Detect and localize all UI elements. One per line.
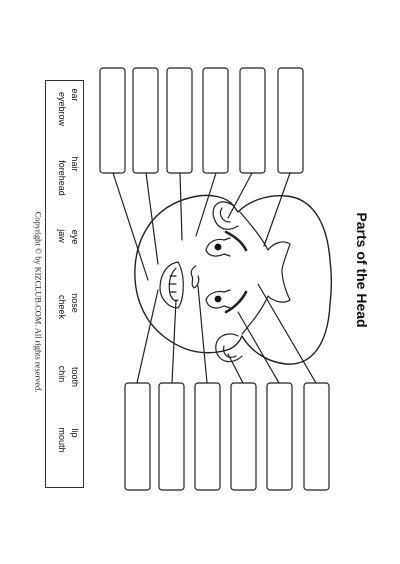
word-jaw: jaw — [57, 229, 67, 243]
word-forehead: forehead — [57, 160, 67, 196]
pointer-line-6 — [264, 173, 290, 246]
pupil-upper — [215, 244, 222, 251]
eye-lashes-top — [224, 238, 230, 256]
word-nose: nose — [70, 293, 80, 313]
label-box-bottom-2 — [159, 383, 184, 490]
label-box-bottom-4 — [231, 383, 256, 490]
pointer-line-8 — [172, 300, 176, 383]
word-mouth: mouth — [57, 427, 67, 453]
pointer-line-10 — [228, 354, 243, 383]
word-cheek: cheek — [57, 294, 67, 320]
word-eye: eye — [70, 229, 80, 245]
pointer-line-5 — [228, 173, 252, 218]
label-box-bottom-1 — [125, 383, 150, 490]
word-hair: hair — [70, 156, 80, 172]
word-eyebrow: eyebrow — [57, 91, 67, 127]
head-outline — [135, 195, 332, 364]
pointer-line-11 — [238, 312, 279, 383]
word-chin: chin — [57, 365, 67, 383]
label-box-top-1 — [100, 68, 125, 173]
label-box-bottom-5 — [267, 383, 292, 490]
ear-bottom-inner — [224, 346, 236, 357]
hair-line — [240, 212, 290, 334]
label-box-top-6 — [278, 68, 303, 173]
pointer-line-1 — [113, 173, 148, 280]
word-lip: lip — [70, 428, 80, 438]
ear-top-inner — [220, 208, 230, 222]
eyebrow-lower — [226, 292, 246, 312]
label-box-top-2 — [133, 68, 158, 173]
label-box-top-5 — [240, 68, 265, 173]
page-title: Parts of the Head — [354, 212, 370, 328]
label-box-bottom-3 — [195, 383, 220, 490]
pointer-line-4 — [196, 173, 216, 236]
mouth-outline — [160, 262, 183, 308]
copyright-notice: Copyright © by KIZCLUB.COM. All rights reserved. — [33, 211, 43, 393]
word-tooth: tooth — [70, 366, 80, 388]
label-box-bottom-6 — [304, 383, 329, 490]
pointer-line-3 — [180, 173, 182, 240]
word-ear: ear — [70, 88, 80, 102]
pupil-lower — [215, 296, 222, 303]
nose — [191, 266, 199, 288]
eye-lashes-bottom — [224, 290, 230, 308]
eyebrow-upper — [226, 232, 246, 250]
pointer-line-2 — [146, 173, 158, 264]
label-box-top-4 — [203, 68, 228, 173]
pointer-line-12 — [258, 284, 316, 383]
label-box-top-3 — [167, 68, 192, 173]
